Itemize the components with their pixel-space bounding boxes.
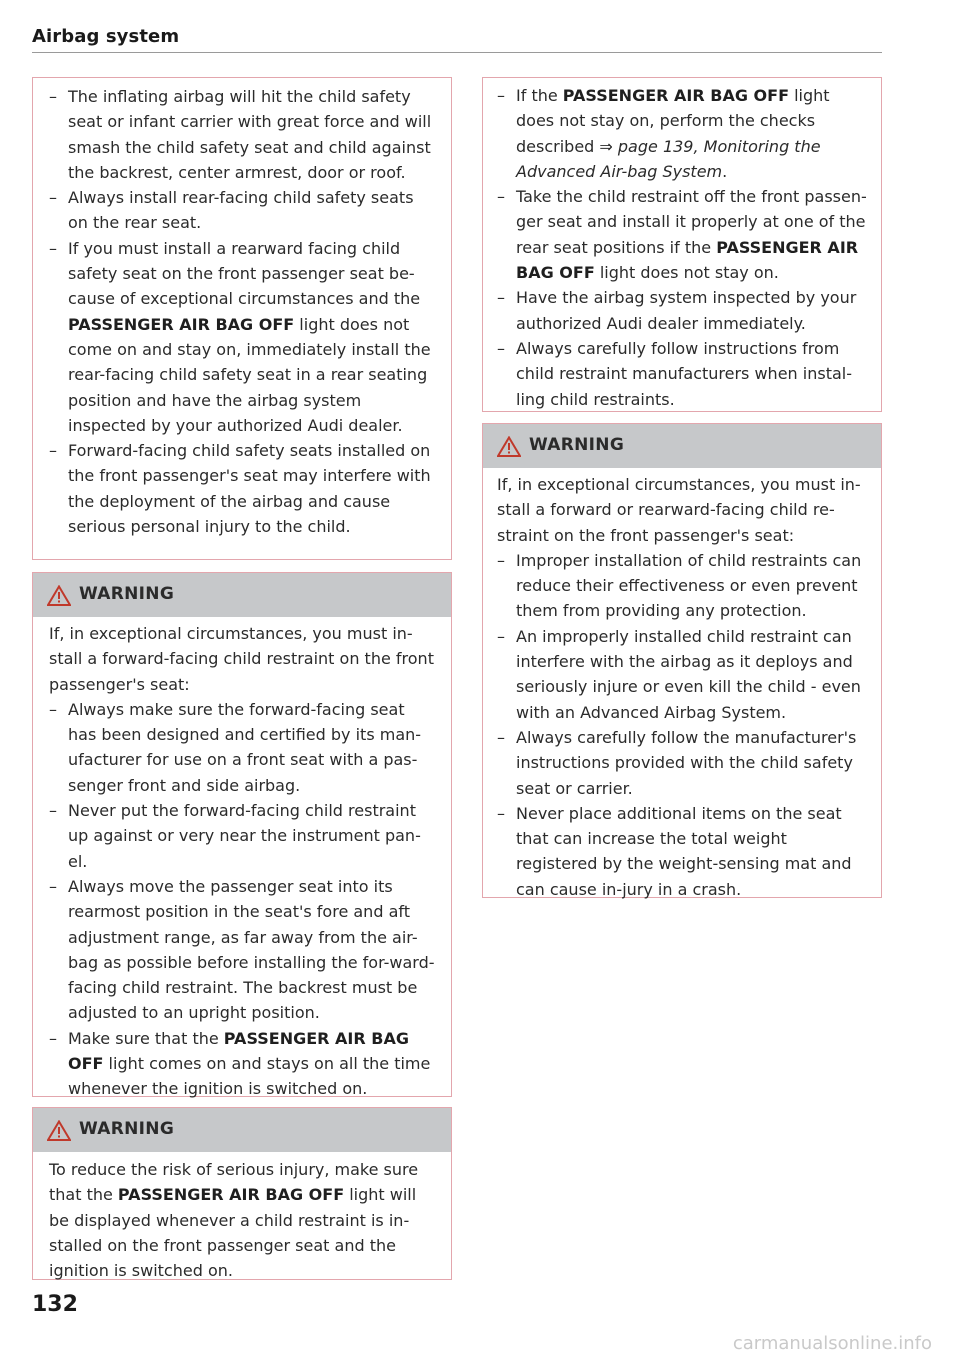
list-item: – Always install rear-facing child safety seats on the rear seat. (49, 185, 435, 236)
warning-title: WARNING (79, 1119, 175, 1139)
list-item: – The inflating airbag will hit the child safety seat or infant carrier with great force and will smash the child safety seat and child against the backrest, center armrest, door or roof. (49, 84, 435, 185)
warning-triangle-icon (47, 1120, 71, 1141)
warning-box (32, 572, 452, 1097)
warning-box (32, 1107, 452, 1280)
warning-intro: If, in exceptional circumstances, you must in-stall a forward or rearward-facing child re-straint on the front passenger's seat: (497, 475, 861, 545)
section-title: Airbag system (32, 26, 180, 47)
warning-box (482, 423, 882, 898)
warning-text: To reduce the risk of serious injury, make sure that the PASSENGER AIR BAG OFF light will be displayed whenever a child restraint is in-stalled on the front passenger seat and the ignition is switched on. (49, 1160, 419, 1281)
list-item: – Always carefully follow the manufacturer's instructions provided with the child safety seat or carrier. (497, 725, 867, 801)
list-item: – Make sure that the PASSENGER AIR BAG OFF light comes on and stays on all the time whenever the ignition is switched on. (49, 1026, 435, 1102)
list-item: – Take the child restraint off the front passen-ger seat and install it properly at one of the rear seat positions if the PASSENGER AIR BAG OFF light does not stay on. (497, 184, 867, 285)
list-item: – Always make sure the forward-facing seat has been designed and certified by its man-ufacturer for use on a front seat with a pas-senger front and side airbag. (49, 697, 435, 798)
warning-header (33, 1108, 451, 1152)
list-item: – Forward-facing child safety seats installed on the front passenger's seat may interfere with the deployment of the airbag and cause serious personal injury to the child. (49, 438, 435, 539)
list-item: – If you must install a rearward facing child safety seat on the front passenger seat be-cause of exceptional circumstances and the PASSENGER AIR BAG OFF light does not come on and stay on, immediately install the rear-facing child safety seat in a rear seating position and have the airbag system inspected by your authorized Audi dealer. (49, 236, 435, 438)
warning-triangle-icon (47, 585, 71, 606)
list-item: – Improper installation of child restraints can reduce their effectiveness or even prevent them from providing any protection. (497, 548, 867, 624)
list-item: – Always carefully follow instructions from child restraint manufacturers when instal-ling child restraints. (497, 336, 867, 412)
warning-intro: If, in exceptional circumstances, you must in-stall a forward-facing child restraint on the front passenger's seat: (49, 624, 434, 694)
list-item: – An improperly installed child restraint can interfere with the airbag as it deploys and seriously injure or even kill the child - even with an Advanced Airbag System. (497, 624, 867, 725)
warning-header (33, 573, 451, 617)
right-list-box (482, 77, 882, 412)
warning-triangle-icon (497, 436, 521, 457)
list-item: – Never put the forward-facing child restraint up against or very near the instrument pan-el. (49, 798, 435, 874)
page-header (32, 22, 882, 53)
list-item: – If the PASSENGER AIR BAG OFF light does not stay on, perform the checks described ⇒ page 139, Monitoring the Advanced Air-bag System. (497, 83, 867, 184)
warning-header (483, 424, 881, 468)
page-number: 132 (32, 1292, 78, 1317)
list-item: – Have the airbag system inspected by your authorized Audi dealer immediately. (497, 285, 867, 336)
list-item: – Never place additional items on the seat that can increase the total weight registered by the weight-sensing mat and can cause in-jury in a crash. (497, 801, 867, 902)
watermark: carmanualsonline.info (732, 1333, 932, 1354)
list-item: – Always move the passenger seat into its rearmost position in the seat's fore and aft adjustment range, as far away from the air-bag as possible before installing the for-ward-facing child restraint. The backrest must be adjusted to an upright position. (49, 874, 435, 1026)
page-reference-link[interactable]: ⇒ page 139, Monitoring the Advanced Air-bag System (516, 136, 821, 181)
left-list-box (32, 77, 452, 560)
warning-title: WARNING (79, 584, 175, 604)
warning-title: WARNING (529, 435, 625, 455)
